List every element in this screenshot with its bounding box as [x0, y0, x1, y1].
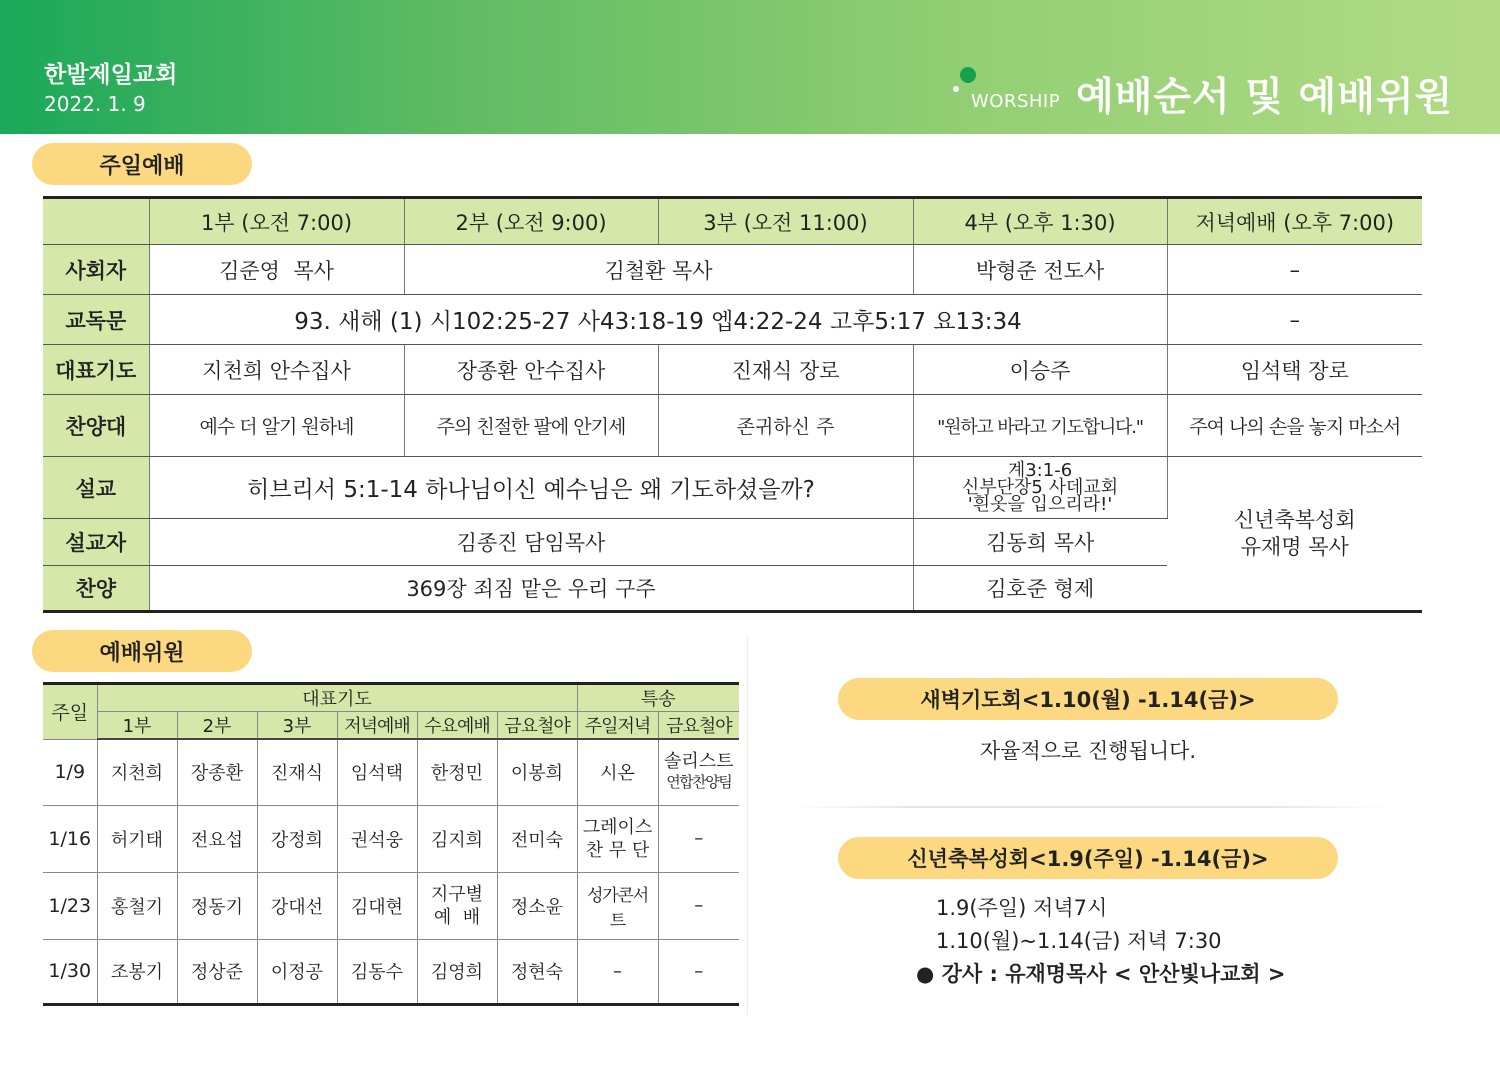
table-cell: 김호준 형제: [986, 577, 1095, 601]
dawn-prayer-text: 자율적으로 진행됩니다.: [979, 739, 1197, 763]
table-cell: 한정민: [417, 739, 497, 805]
committee-table: [43, 682, 739, 1006]
revival-line-1: 1.9(주일) 저녁7시: [936, 896, 1108, 920]
special-line: 그레이스: [582, 816, 653, 838]
column-header: 1부 (오전 7:00): [149, 198, 404, 245]
table-cell: 전미숙: [497, 805, 577, 872]
committee-header-row: [43, 684, 739, 712]
table-cell: [658, 739, 739, 805]
table-cell: 지천희 안수집사: [149, 345, 404, 395]
green-dot-icon: [960, 67, 976, 83]
table-cell: 이봉희: [497, 739, 577, 805]
table-row: [43, 245, 1422, 295]
table-cell: [913, 457, 1167, 519]
column-header: 금요철야: [658, 712, 739, 740]
table-cell: 김종진 담임목사: [149, 519, 913, 566]
table-cell: 장종환 안수집사: [404, 345, 658, 395]
table-cell: 주의 친절한 팔에 안기세: [404, 395, 658, 457]
sunday-worship-pill: 주일예배: [32, 143, 252, 185]
column-header: 특송: [577, 684, 739, 712]
wednesday-line: 예 배: [433, 906, 481, 928]
committee-subheader-row: [43, 712, 739, 740]
column-header: 저녁예배 (오후 7:00): [1167, 198, 1422, 245]
table-cell: [417, 872, 497, 939]
table-cell: 주여 나의 손을 놓지 마소서: [1167, 395, 1422, 457]
column-header: 2부: [177, 712, 257, 740]
table-row: [43, 457, 1422, 519]
table-cell: 진재식 장로: [658, 345, 913, 395]
table-cell: 강정희: [257, 805, 337, 872]
sermon-title: '흰옷을 입으리라!': [967, 494, 1113, 515]
table-cell: 정상준: [177, 939, 257, 1004]
table-cell: 예수 더 알기 원하네: [149, 395, 404, 457]
table-cell: 김철환 목사: [404, 245, 913, 295]
table-cell: 권석웅: [337, 805, 417, 872]
column-header: 금요철야: [497, 712, 577, 740]
table-row: [43, 295, 1422, 345]
column-header: 3부: [257, 712, 337, 740]
vertical-divider: [747, 635, 748, 1015]
table-row: [43, 395, 1422, 457]
table-cell: 시온: [577, 739, 658, 805]
church-name: 한밭제일교회: [44, 62, 178, 88]
table-cell: 정현숙: [497, 939, 577, 1004]
table-cell: 김대현: [337, 872, 417, 939]
revival-line-2: 1.10(월)~1.14(금) 저녁 7:30: [936, 929, 1222, 953]
table-cell: 정동기: [177, 872, 257, 939]
table-cell: 존귀하신 주: [658, 395, 913, 457]
table-cell: 김지희: [417, 805, 497, 872]
table-cell: 임석택 장로: [1167, 345, 1422, 395]
table-header-row: [43, 198, 1422, 245]
white-dot-icon: [953, 86, 959, 92]
row-label: 교독문: [43, 295, 149, 345]
table-row: [43, 345, 1422, 395]
special-line: 솔리스트: [663, 751, 734, 773]
table-cell: 이승주: [913, 345, 1167, 395]
row-label: 찬양대: [43, 395, 149, 457]
table-cell: 임석택: [337, 739, 417, 805]
column-header: 2부 (오전 9:00): [404, 198, 658, 245]
row-label: 대표기도: [43, 345, 149, 395]
horizontal-divider: [790, 806, 1390, 808]
bulletin-date: 2022. 1. 9: [44, 92, 146, 116]
worship-label: WORSHIP: [971, 91, 1061, 112]
column-header: 4부 (오후 1:30): [913, 198, 1167, 245]
wednesday-line: 지구별: [430, 883, 484, 905]
table-cell: 이정공: [257, 939, 337, 1004]
special-line: 연합찬양팀: [666, 773, 732, 792]
table-cell: 강대선: [257, 872, 337, 939]
table-row: [43, 739, 739, 805]
table-cell: –: [1167, 245, 1422, 295]
table-cell: –: [658, 872, 739, 939]
table-cell: 김동수: [337, 939, 417, 1004]
table-cell: 93. 새해 (1) 시102:25-27 사43:18-19 엡4:22-24 고후5:17 요13:34: [149, 295, 1167, 345]
table-cell: –: [658, 805, 739, 872]
table-cell: –: [577, 939, 658, 1004]
header-blank-cell: [43, 198, 149, 245]
committee-pill: 예배위원: [32, 630, 252, 672]
row-label: 설교자: [43, 519, 149, 566]
revival-pill: 신년축복성회<1.9(주일) -1.14(금)>: [838, 837, 1338, 879]
table-cell: 진재식: [257, 739, 337, 805]
table-cell: 히브리서 5:1-14 하나님이신 예수님은 왜 기도하셨을까?: [149, 457, 913, 519]
column-header: 1부: [97, 712, 177, 740]
table-cell: "원하고 바라고 기도합니다.": [913, 395, 1167, 457]
table-cell: –: [694, 960, 704, 982]
table-cell: 장종환: [177, 739, 257, 805]
row-label: 사회자: [43, 245, 149, 295]
column-header: 주일저녁: [577, 712, 658, 740]
table-cell: 전요섭: [177, 805, 257, 872]
table-cell: 369장 죄짐 맡은 우리 구주: [149, 566, 913, 612]
column-header: 주일: [43, 684, 97, 740]
evening-event: 신년축복성회: [1233, 507, 1356, 532]
table-cell: [577, 805, 658, 872]
column-header: 수요예배: [417, 712, 497, 740]
table-cell: 조봉기: [97, 939, 177, 1004]
column-header: 저녁예배: [337, 712, 417, 740]
table-cell: 허기태: [97, 805, 177, 872]
revival-speaker: ● 강사 : 유재명목사 < 안산빛나교회 >: [916, 962, 1286, 986]
column-header: 대표기도: [97, 684, 577, 712]
special-line: 찬 무 단: [585, 839, 650, 861]
header-banner: [0, 0, 1500, 134]
table-cell: 김준영 목사: [149, 245, 404, 295]
table-cell: 지천희: [97, 739, 177, 805]
row-label: 설교: [43, 457, 149, 519]
sermon-series: 신부단장5 사데교회: [961, 477, 1119, 498]
sermon-text-ref: 계3:1-6: [1007, 460, 1073, 481]
table-row: [43, 805, 739, 872]
dawn-prayer-pill: 새벽기도회<1.10(월) -1.14(금)>: [838, 678, 1338, 720]
table-cell: 정소윤: [497, 872, 577, 939]
table-row: [43, 872, 739, 939]
sunday-schedule-table: [43, 196, 1422, 613]
column-header: 3부 (오전 11:00): [658, 198, 913, 245]
row-label: 찬양: [43, 566, 149, 612]
table-cell: 성가콘서트: [577, 872, 658, 939]
table-cell: 김영희: [417, 939, 497, 1004]
row-date: 1/16: [43, 805, 97, 872]
table-cell: 홍철기: [97, 872, 177, 939]
row-date: 1/23: [43, 872, 97, 939]
table-row: [43, 939, 739, 1004]
evening-merged-cell: [1167, 457, 1422, 612]
evening-speaker: 유재명 목사: [1240, 534, 1349, 559]
row-date: 1/9: [43, 739, 97, 805]
table-cell: –: [1167, 295, 1422, 345]
table-cell: 김동희 목사: [913, 519, 1167, 566]
page-title: 예배순서 및 예배위원: [1076, 75, 1454, 120]
row-date: 1/30: [43, 939, 97, 1004]
table-cell: 박형준 전도사: [913, 245, 1167, 295]
